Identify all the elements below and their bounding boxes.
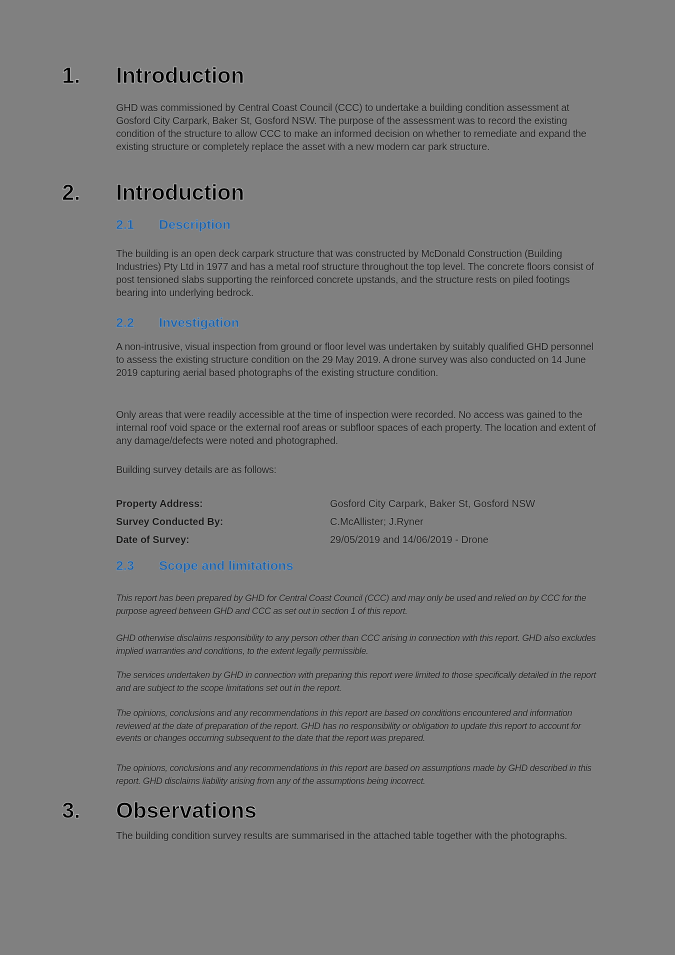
subsection-2-2-number: 2.2 <box>116 315 135 330</box>
subsection-2-1-number: 2.1 <box>116 217 135 232</box>
detail-value-property-address: Gosford City Carpark, Baker St, Gosford NSW <box>330 499 536 510</box>
subsection-2-3-number: 2.3 <box>116 558 135 573</box>
investigation-paragraph-1: A non-intrusive, visual inspection from ground or floor level was undertaken by suitably qualified GHD personnel to assess the existing structure condition on the 29 May 2019. A drone survey was also conducted on 14 June 2019 capturing aerial based photographs of the existing structure condition. <box>116 342 594 379</box>
subsection-2-2-title: Investigation <box>159 315 240 330</box>
detail-label-date-of-survey: Date of Survey: <box>116 535 190 546</box>
scope-paragraph-3: The services undertaken by GHD in connection with preparing this report were limited to those specifically detailed in the report and are subject to the scope limitations set out in the report. <box>116 670 596 693</box>
observations-paragraph: The building condition survey results are summarised in the attached table together with the photographs. <box>116 831 568 842</box>
detail-label-property-address: Property Address: <box>116 499 203 510</box>
section-3-number: 3. <box>62 798 81 823</box>
section-1-title: Introduction <box>116 63 245 88</box>
scope-paragraph-1: This report has been prepared by GHD for Central Coast Council (CCC) and may only be used and relied on by CCC for the purpose agreed between GHD and CCC as set out in section 1 of this report. <box>116 593 587 616</box>
section-2-title: Introduction <box>116 180 245 205</box>
detail-label-survey-conducted-by: Survey Conducted By: <box>116 517 224 528</box>
investigation-paragraph-3: Building survey details are as follows: <box>116 465 277 476</box>
scope-paragraph-5: The opinions, conclusions and any recommendations in this report are based on assumptions made by GHD described in this report. GHD disclaims liability arising from any of the assumptions being incorrect. <box>116 763 592 786</box>
section-3-title: Observations <box>116 798 257 823</box>
scope-paragraph-4: The opinions, conclusions and any recommendations in this report are based on conditions encountered and information reviewed at the date of preparation of the report. GHD has no responsibility or obligation to update this report to account for events or changes occurring subsequent to the date that the report was prepared. <box>116 708 581 743</box>
section-2-number: 2. <box>62 180 81 205</box>
scope-paragraph-2: GHD otherwise disclaims responsibility to any person other than CCC arising in connection with this report. GHD also excludes implied warranties and conditions, to the extent legally permissible. <box>116 633 596 656</box>
detail-value-date-of-survey: 29/05/2019 and 14/06/2019 - Drone <box>330 535 489 546</box>
subsection-2-1-title: Description <box>159 217 231 232</box>
section-1-number: 1. <box>62 63 81 88</box>
subsection-2-3-title: Scope and limitations <box>159 558 294 573</box>
description-paragraph: The building is an open deck carpark structure that was constructed by McDonald Construction (Building Industries) Pty Ltd in 1977 and has a metal roof structure throughout the top level. The concrete floors consist of post tensioned slabs supporting the reinforced concrete upstands, and the structure rests on piled footings bearing into underlying bedrock. <box>116 249 594 299</box>
detail-value-survey-conducted-by: C.McAllister; J.Ryner <box>330 517 424 528</box>
investigation-paragraph-2: Only areas that were readily accessible at the time of inspection were recorded. No access was gained to the internal roof void space or the external roof areas or subfloor spaces of each property. The location and extent of any damage/defects were noted and photographed. <box>116 410 596 447</box>
section-1-paragraph: GHD was commissioned by Central Coast Council (CCC) to undertake a building condition assessment at Gosford City Carpark, Baker St, Gosford NSW. The purpose of the assessment was to record the existing condition of the structure to allow CCC to make an informed decision on whether to remediate and expand the existing structure or completely replace the asset with a new modern car park structure. <box>116 103 587 153</box>
